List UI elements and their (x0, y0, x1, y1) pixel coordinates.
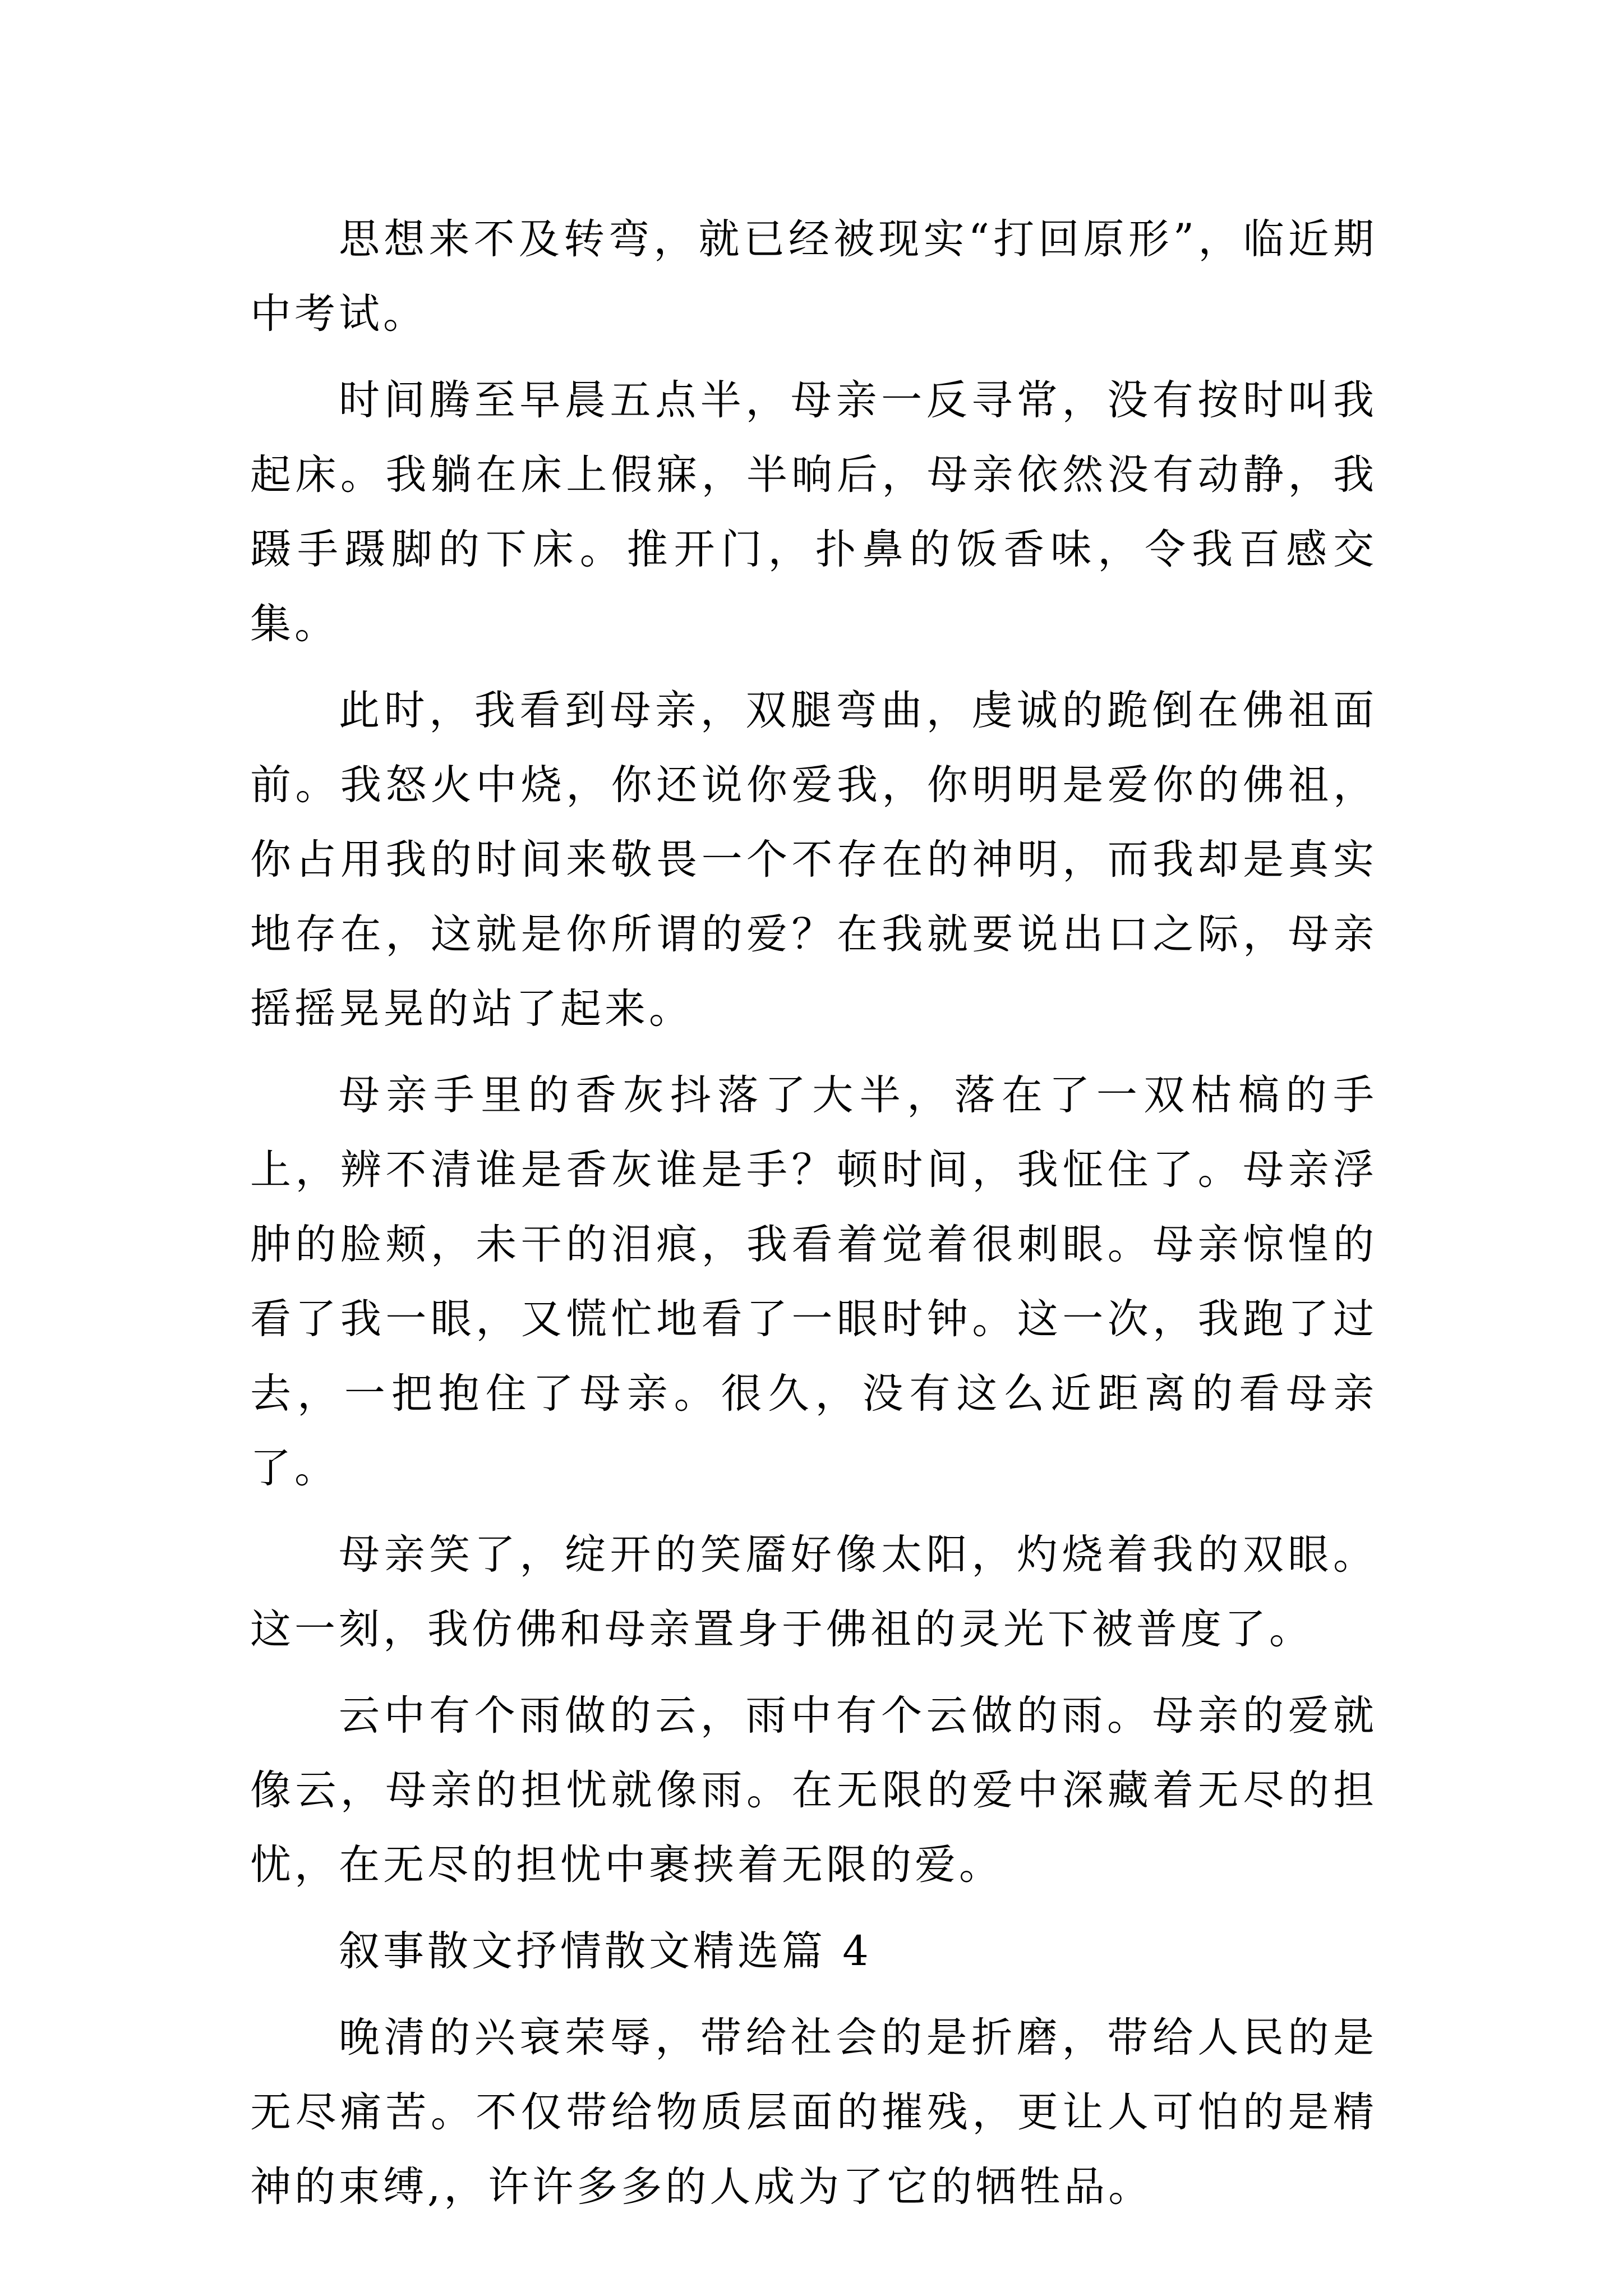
document-body (250, 202, 1377, 2224)
paragraph-3: 此时，我看到母亲，双腿弯曲，虔诚的跪倒在佛祖面前。我怒火中烧，你还说你爱我，你明明是爱你的佛祖，你占用我的时间来敬畏一个不存在的神明，而我却是真实地存在，这就是你所谓的爱？在我就要说出口之际，母亲摇摇晃晃的站了起来。 (250, 687, 1377, 1033)
paragraph-4: 母亲手里的香灰抖落了大半，落在了一双枯槁的手上，辨不清谁是香灰谁是手？顿时间，我怔住了。母亲浮肿的脸颊，未干的泪痕，我看着觉着很刺眼。母亲惊惶的看了我一眼，又慌忙地看了一眼时钟。这一次，我跑了过去，一把抱住了母亲。很久，没有这么近距离的看母亲了。 (250, 1071, 1377, 1492)
paragraph-1: 思想来不及转弯，就已经被现实“打回原形”，临近期中考试。 (250, 215, 1377, 338)
paragraph-2: 时间腾至早晨五点半，母亲一反寻常，没有按时叫我起床。我躺在床上假寐，半晌后，母亲依然没有动静，我蹑手蹑脚的下床。推开门，扑鼻的饭香味，令我百感交集。 (250, 376, 1377, 648)
paragraph-5: 母亲笑了，绽开的笑靥好像太阳，灼烧着我的双眼。这一刻，我仿佛和母亲置身于佛祖的灵光下被普度了。 (250, 1531, 1377, 1653)
section-heading: 叙事散文抒情散文精选篇 4 (339, 1927, 872, 1975)
paragraph-7: 晚清的兴衰荣辱，带给社会的是折磨，带给人民的是无尽痛苦。不仅带给物质层面的摧残，更让人可怕的是精神的束缚,，许许多多的人成为了它的牺牲品。 (250, 2014, 1377, 2211)
paragraph-6: 云中有个雨做的云，雨中有个云做的雨。母亲的爱就像云，母亲的担忧就像雨。在无限的爱中深藏着无尽的担忧，在无尽的担忧中裹挟着无限的爱。 (250, 1692, 1377, 1889)
